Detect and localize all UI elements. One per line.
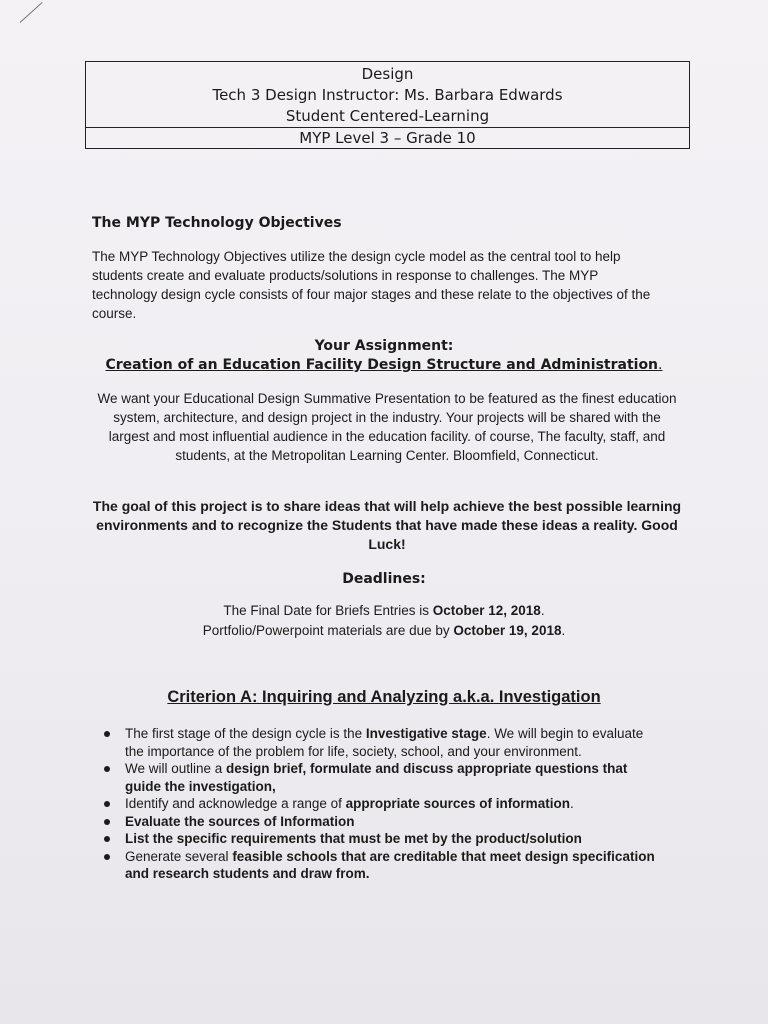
- bullet-text: Identify and acknowledge a range of: [125, 796, 346, 811]
- deadline-portfolio-text: Portfolio/Powerpoint materials are due by: [202, 623, 454, 638]
- assignment-label: Your Assignment:: [314, 338, 454, 354]
- criterion-bullet-list: [104, 725, 664, 883]
- bullet-text: The first stage of the design cycle is the: [125, 726, 366, 741]
- deadline-portfolio: [0, 623, 768, 638]
- bullet-bold-text: appropriate sources of information: [345, 796, 570, 811]
- bullet-icon: [104, 766, 110, 772]
- bullet-icon: [104, 801, 110, 807]
- header-grade: MYP Level 3 – Grade 10: [86, 127, 689, 150]
- bullet-icon: [104, 854, 110, 860]
- bullet-icon: [104, 836, 110, 842]
- bullet-text: .: [569, 796, 574, 811]
- bullet-bold-text: feasible schools that are creditable that meet design specification and research students and draw from.: [125, 848, 655, 881]
- list-item: [104, 725, 664, 760]
- deadlines-heading: Deadlines:: [342, 571, 426, 587]
- list-item: [104, 848, 664, 883]
- list-item: [104, 830, 664, 848]
- list-item: [104, 760, 664, 795]
- header-subject: Design: [361, 65, 414, 83]
- pen-mark: [20, 2, 43, 23]
- objectives-heading: The MYP Technology Objectives: [92, 215, 342, 231]
- deadline-portfolio-end: .: [561, 623, 566, 638]
- bullet-bold-text: Investigative stage: [365, 726, 487, 741]
- assignment-title-period: .: [658, 357, 663, 373]
- header-instructor: Tech 3 Design Instructor: Ms. Barbara Edwards: [212, 86, 563, 104]
- deadline-briefs-end: .: [540, 603, 545, 618]
- list-item: [104, 813, 664, 831]
- list-item: [104, 795, 664, 813]
- course-header-box: [85, 61, 690, 149]
- bullet-bold-text: Evaluate the sources of Information: [125, 813, 355, 829]
- criterion-heading: Criterion A: Inquiring and Analyzing a.k.a. Investigation: [167, 688, 601, 706]
- bullet-text: We will outline a: [125, 761, 227, 776]
- deadline-briefs: [0, 603, 768, 618]
- header-approach: Student Centered-Learning: [285, 107, 490, 125]
- objectives-paragraph: The MYP Technology Objectives utilize the design cycle model as the central tool to help students create and evaluate products/solutions in response to challenges. The MYP technology design cycle consists of four major stages and these relate to the objectives of the course.: [92, 249, 651, 321]
- deadline-briefs-text: The Final Date for Briefs Entries is: [223, 603, 433, 618]
- bullet-text: Generate several: [125, 848, 233, 864]
- bullet-text: . We will begin to evaluate the importance of the problem for life, society, school, and your environment.: [125, 726, 644, 759]
- assignment-paragraph: We want your Educational Design Summative Presentation to be featured as the finest education system, architecture, and design project in the industry. Your projects will be shared with the largest and most influential audience in the education facility. of course, The faculty, staff, and students, at the Metropolitan Learning Center. Bloomfield, Connecticut.: [97, 391, 677, 463]
- bullet-icon: [104, 731, 110, 737]
- deadline-portfolio-date: October 19, 2018: [453, 623, 562, 638]
- bullet-bold-text: List the specific requirements that must be met by the product/solution: [125, 831, 582, 846]
- bullet-bold-text: design brief, formulate and discuss appropriate questions that guide the investigation,: [125, 761, 628, 794]
- project-goal: The goal of this project is to share ideas that will help achieve the best possible learning environments and to recognize the Students that have made these ideas a reality. Good Luck!: [92, 498, 682, 552]
- bullet-icon: [104, 819, 110, 825]
- assignment-title-line: [0, 357, 768, 373]
- deadline-briefs-date: October 12, 2018: [432, 603, 541, 618]
- assignment-title: Creation of an Education Facility Design Structure and Administration: [105, 357, 659, 373]
